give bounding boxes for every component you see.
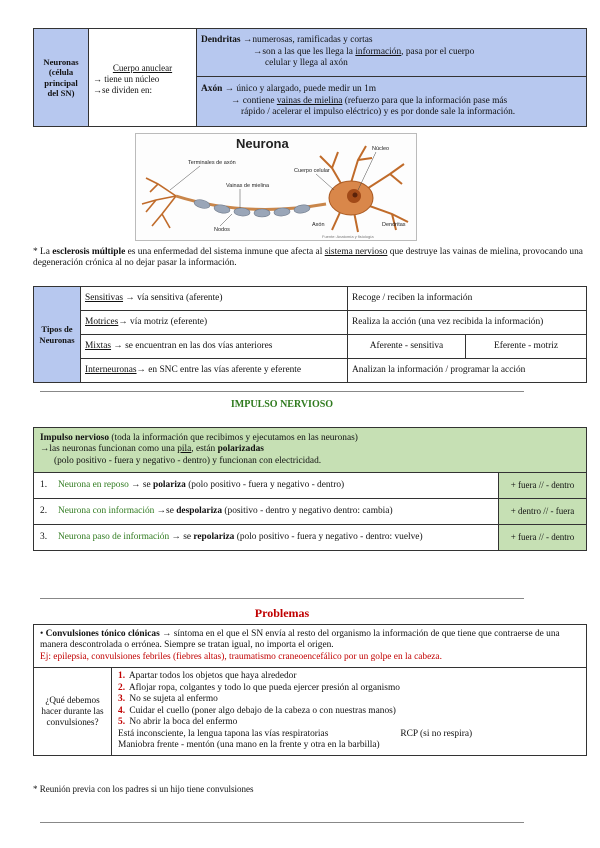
image-credit: Fuente: Anatomía y fisiología <box>322 234 374 239</box>
dendritas-term: Dendritas <box>201 35 241 46</box>
extra-line-1: Está inconsciente, la lengua tapona las vías respiratorias RCP (si no respira) <box>118 728 473 739</box>
impulso-row-charge: + dentro // - fuera <box>499 499 587 525</box>
label-nodos: Nodos <box>214 227 230 233</box>
dendritas-line-2: →son a las que les llega la información, pasa por el cuerpo <box>253 46 475 57</box>
label-axon: Axón <box>312 222 325 228</box>
impulso-row-charge: + fuera // - dentro <box>499 473 587 499</box>
dendritas-cell <box>197 29 587 77</box>
cuerpo-title: Cuerpo anuclear <box>112 63 173 73</box>
steps-cell <box>112 668 587 755</box>
cuerpo-line-2: →se dividen en: <box>93 84 152 95</box>
cuerpo-line-1: → tiene un núcleo <box>93 73 160 84</box>
question-cell: ¿Qué debemos hacer durante las convulsiones? <box>34 668 112 755</box>
step-item: 1. Apartar todos los objetos que haya alrededor <box>118 671 297 682</box>
impulso-row-text: 3. Neurona paso de información → se repolariza (polo positivo - fuera y negativo - dentro: vuelve) <box>34 525 499 551</box>
impulso-table <box>33 427 587 551</box>
axon-term: Axón <box>201 84 223 95</box>
esclerosis-note: * La esclerosis múltiple es una enfermedad del sistema inmune que afecta al sistema nervioso que destruye las vainas de mielina, provocando una degeneración crónica al no dejar pasar la información. <box>33 247 583 269</box>
step-item: 4. Cuidar el cuello (poner algo debajo de la cabeza o con nuestras manos) <box>118 705 396 716</box>
tipos-left-cell: Mixtas → se encuentran en las dos vías anteriores <box>81 335 348 359</box>
tipos-row <box>34 359 587 383</box>
impulso-row-charge: + fuera // - dentro <box>499 525 587 551</box>
impulso-row <box>34 473 587 499</box>
tipos-eferente-cell: Eferente - motriz <box>466 335 587 359</box>
tipos-table <box>33 286 587 383</box>
step-item: 3. No se sujeta al enfermo <box>118 694 218 705</box>
cuerpo-cell <box>89 29 197 127</box>
bullet-icon: • <box>40 629 44 639</box>
divider <box>40 598 524 599</box>
tipos-aferente-cell: Aferente - sensitiva <box>348 335 466 359</box>
diagram-title: Neurona <box>236 136 289 151</box>
neurona-table <box>33 28 587 127</box>
tipos-row <box>34 311 587 335</box>
impulso-row <box>34 499 587 525</box>
dendritas-line-3: celular y llega al axón <box>265 58 348 69</box>
label-cuerpo: Cuerpo celular <box>294 168 330 174</box>
tipos-right-cell: Recoge / reciben la información <box>348 287 587 311</box>
impulso-row <box>34 525 587 551</box>
axon-cell <box>197 77 587 127</box>
neurona-label: Neuronas (célula principal del SN) <box>43 56 79 98</box>
impulso-row-text: 1. Neurona en reposo → se polariza (polo positivo - fuera y negativo - dentro) <box>34 473 499 499</box>
step-item: 5. No abrir la boca del enfermo <box>118 717 238 728</box>
impulso-row-text: 2. Neurona con información →se despolariza (positivo - dentro y negativo dentro: cambia) <box>34 499 499 525</box>
impulso-title: IMPULSO NERVIOSO <box>230 399 334 410</box>
extra-line-2: Maniobra frente - mentón (una mano en la frente y otra en la barbilla) <box>118 740 380 751</box>
axon-line-1: → único y alargado, puede medir un 1m <box>222 84 377 95</box>
neuron-diagram <box>135 133 417 241</box>
convulsiones-header-cell: • Convulsiones tónico clónicas → síntoma en el que el SN envía al resto del organismo la información de que tiene que contraerse de una manera descontrolada o errónea. Siempre se tratan igual, no importa el origen. Ej: epilepsia, convulsiones febriles (fiebres altas), traumatismo craneoencefálico por un golpe en la cabeza. <box>34 625 587 668</box>
axon-line-2: → contiene vainas de mielina (refuerzo para que la información pase más <box>231 95 508 106</box>
problemas-table <box>33 624 587 756</box>
tipos-right-cell: Analizan la información / programar la acción <box>348 359 587 383</box>
reunion-note: * Reunión previa con los padres si un hijo tiene convulsiones <box>33 784 254 794</box>
tipos-left-cell: Interneuronas→ en SNC entre las vías aferente y eferente <box>81 359 348 383</box>
axon-terminals-icon <box>142 178 176 228</box>
label-nucleo: Núcleo <box>372 146 390 152</box>
impulso-header-cell: Impulso nervioso (toda la información que recibimos y ejecutamos en las neuronas) →las neuronas funcionan como una pila, están polarizadas (polo positivo - fuera y negativo - dentro) y funcionan con electricidad. <box>34 428 587 473</box>
tipos-label: Tipos de Neuronas <box>39 324 75 345</box>
dendritas-line-1: →numerosas, ramificadas y cortas <box>240 35 373 46</box>
divider <box>40 822 524 823</box>
tipos-right-cell: Realiza la acción (una vez recibida la información) <box>348 311 587 335</box>
tipos-label-cell <box>34 287 81 383</box>
label-terminales: Terminales de axón <box>188 160 236 166</box>
tipos-row <box>34 287 587 311</box>
tipos-left-cell: Motrices→ vía motriz (eferente) <box>81 311 348 335</box>
neuron-svg <box>136 134 416 240</box>
tipos-row <box>34 335 587 359</box>
divider <box>40 391 524 392</box>
step-item: 2. Aflojar ropa, colgantes y todo lo que pueda ejercer presión al organismo <box>118 682 400 693</box>
label-vainas: Vainas de mielina <box>226 183 270 189</box>
tipos-left-cell: Sensitivas → vía sensitiva (aferente) <box>81 287 348 311</box>
axon-line-3: rápido / acelerar el impulso eléctrico) y es por donde sale la información. <box>241 107 516 118</box>
label-dendritas: Dendritas <box>382 222 406 228</box>
neurona-label-cell <box>34 29 89 127</box>
problemas-title: Problemas <box>254 606 310 620</box>
ejemplos-text: Ej: epilepsia, convulsiones febriles (fiebres altas), traumatismo craneoencefálico por un golpe en la cabeza. <box>40 651 442 662</box>
